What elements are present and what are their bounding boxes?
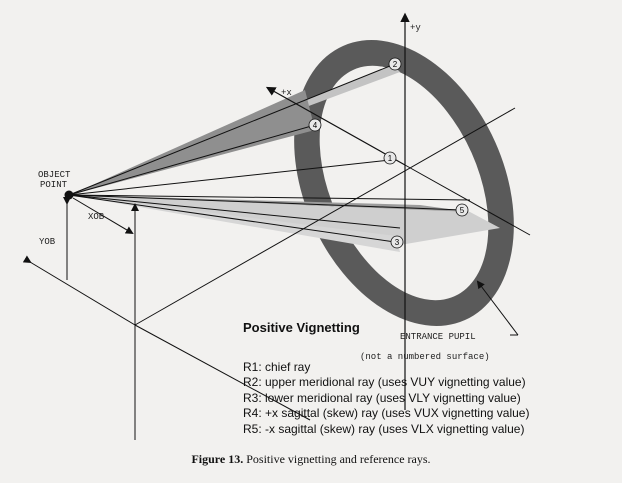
legend-item-r4: R4: +x sagittal (skew) ray (uses VUX vignetting value) bbox=[243, 406, 530, 421]
ray-marker-5 bbox=[456, 204, 468, 216]
plus-x-label: +x bbox=[281, 88, 292, 98]
ray-band-upper-dark bbox=[70, 90, 315, 195]
xob-label: XOB bbox=[88, 212, 105, 222]
caption-label: Figure 13. bbox=[191, 452, 244, 466]
plus-y-label: +y bbox=[410, 23, 421, 33]
legend-item-r2: R2: upper meridional ray (uses VUY vignetting value) bbox=[243, 375, 526, 390]
svg-text:1: 1 bbox=[387, 154, 393, 163]
object-point-dot bbox=[65, 191, 74, 200]
legend-item-r1: R1: chief ray bbox=[243, 360, 311, 374]
svg-text:2: 2 bbox=[392, 60, 398, 69]
figure-caption bbox=[0, 452, 622, 467]
svg-text:3: 3 bbox=[394, 238, 400, 247]
svg-text:4: 4 bbox=[312, 121, 318, 130]
legend-item-r3: R3: lower meridional ray (uses VLY vignetting value) bbox=[243, 390, 521, 405]
entrance-pupil-ring bbox=[252, 5, 557, 360]
legend bbox=[243, 360, 529, 437]
ray-marker-4 bbox=[309, 119, 321, 131]
ray-marker-1 bbox=[384, 152, 396, 164]
legend-title: Positive Vignetting bbox=[243, 320, 360, 335]
ray-marker-2 bbox=[389, 58, 401, 70]
ray-r4 bbox=[69, 125, 315, 195]
yob-label: YOB bbox=[39, 237, 56, 247]
not-numbered-label: (not a numbered surface) bbox=[360, 352, 490, 362]
pupil-leader-line bbox=[478, 282, 518, 335]
ray-marker-3 bbox=[391, 236, 403, 248]
entrance-pupil-label: ENTRANCE PUPIL bbox=[400, 332, 476, 342]
svg-text:5: 5 bbox=[459, 206, 465, 215]
object-plane-line bbox=[30, 262, 135, 325]
caption-text: Positive vignetting and reference rays. bbox=[246, 452, 431, 466]
object-point-label-1: OBJECT bbox=[38, 170, 71, 180]
legend-item-r5: R5: -x sagittal (skew) ray (uses VLX vignetting value) bbox=[243, 421, 525, 436]
object-point-label-2: POINT bbox=[40, 180, 68, 190]
